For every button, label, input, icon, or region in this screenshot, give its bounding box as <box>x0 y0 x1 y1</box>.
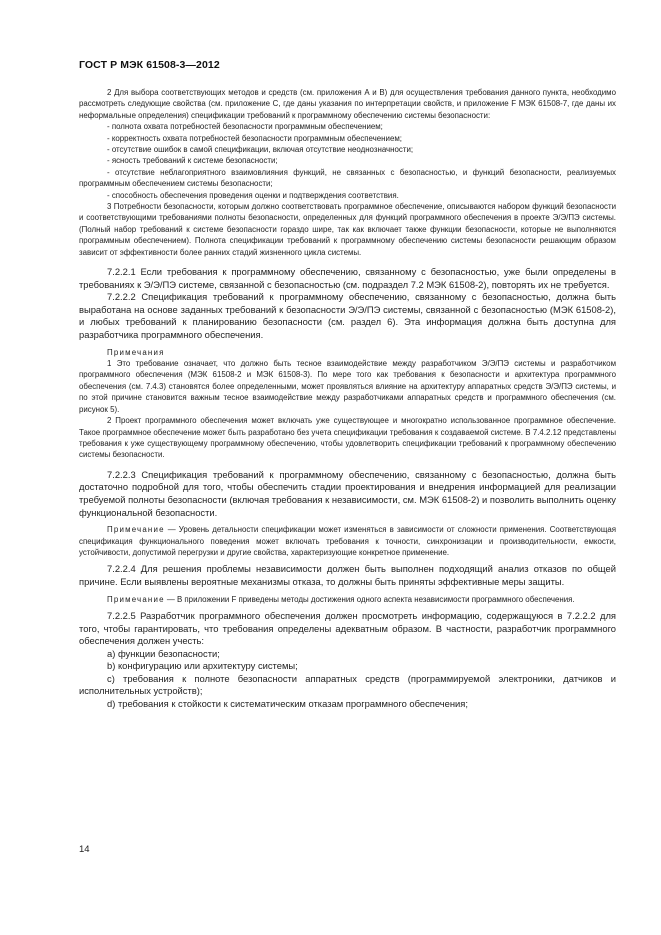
clause-7-2-2-1: 7.2.2.1 Если требования к программному обеспечению, связанному с безопасностью, уже были определены в требованиях к Э/Э/ПЭ системе, связанной с безопасностью (см. подраздел 7.2 МЭК 61508-2), повторять их не требуется. <box>79 266 616 290</box>
clause-7-2-2-5: 7.2.2.5 Разработчик программного обеспечения должен просмотреть информацию, содержащуюся в 7.2.2.2 для того, чтобы гарантировать, что требования определены адекватным образом. В частности, разработчик программного обеспечения должен учесть: <box>79 609 616 647</box>
clause-7-2-2-4-note <box>79 594 616 605</box>
clause-7-2-2-3: 7.2.2.3 Спецификация требований к программному обеспечению, связанному с безопасностью, должна быть достаточно подробной для того, чтобы обеспечить стадии проектирования и внедрения информацией для реализации требуемой полноты безопасности (включая требования к независимости, см. МЭК 61508-2) и позволить выполнить оценку функциональной безопасности. <box>79 468 616 518</box>
bullet-item: - полнота охвата потребностей безопасности программным обеспечением; <box>107 122 383 132</box>
list-item-c: c) требования к полноте безопасности аппаратных средств (программируемой электроники, датчиков и исполнительных устройств); <box>79 672 616 697</box>
note-label: Примечание <box>107 594 165 604</box>
clause-7-2-2-3-note <box>79 524 616 558</box>
note-1: 1 Это требование означает, что должно быть тесное взаимодействие между разработчиком Э/Э/ПЭ системы и разработчиком программного обеспечения (МЭК 61508-2 и МЭК 61508-3). По мере того как требования к безопасности и архитектура программного обеспечения (см. 7.4.3) становятся более определенными, может проявляться влияние на архитектуру аппаратных средств Э/Э/ПЭ системы, и по этой причине становится важным тесное взаимодействие между разработчиками аппаратных средств и программного обеспечения (см. рисунок 5). <box>79 359 616 414</box>
page-body <box>79 87 616 711</box>
note-2: 2 Проект программного обеспечения может включать уже существующее и многократно использованное программное обеспечение. Такое программное обеспечение может быть разработано без учета спецификации требования к создаваемой системе. В 7.4.2.12 представлены требования к уже существующему программному обеспечению, чтобы удовлетворить спецификации требований к программному обеспечению системы безопасности. <box>79 416 616 460</box>
bullet-item: - корректность охвата потребностей безопасности программным обеспечением; <box>107 133 402 143</box>
note-text: — Уровень детальности спецификации может изменяться в зависимости от сложности применения. Соответствующая спецификация функционального поведения может включать требования к точности, синхронизации и производительности, емкости, устойчивости, допустимой перегрузки и другие свойства, характеризующие конкретное применение. <box>79 525 616 557</box>
list-item-b: b) конфигурацию или архитектуру системы; <box>107 660 298 672</box>
note-2-paragraph: 2 Для выбора соответствующих методов и средств (см. приложения А и В) для осуществления требования данного пункта, необходимо рассмотреть следующие свойства (см. приложение С, где даны указания по интерпретации свойств, и приложение F МЭК 61508-7, где даны их неформальные определения) спецификации требований к программному обеспечению системы безопасности: <box>79 88 616 120</box>
bullet-item: - отсутствие неблагоприятного взаимовлияния функций, не связанных с безопасностью, и функций безопасности, реализуемых программным обеспечением системы безопасности; <box>79 167 616 189</box>
bullet-item: - ясность требований к системе безопасности; <box>107 156 278 166</box>
page-number: 14 <box>79 844 90 855</box>
list-item-a: a) функции безопасности; <box>107 647 220 659</box>
page-header-title: ГОСТ Р МЭК 61508-3—2012 <box>79 59 220 71</box>
notes-heading: Примечания <box>107 347 165 357</box>
note-label: Примечание <box>107 525 165 535</box>
list-item-d: d) требования к стойкости к систематическим отказам программного обеспечения; <box>107 698 468 710</box>
note-3-paragraph: 3 Потребности безопасности, которым должно соответствовать программное обеспечение, описываются набором функций безопасности и соответствующими требованиями полноты безопасности, определенных для функций программного обеспечения в проекте Э/Э/ПЭ системы. (Полный набор требований к системе безопасности гораздо шире, так как включает также функции безопасности, которые не выполняются программным обеспечением). Полнота спецификации требований к программному обеспечению системы безопасности решающим образом зависит от эффективности более ранних стадий жизненного цикла системы. <box>79 202 616 257</box>
note-text: — В приложении F приведены методы достижения одного аспекта независимости программного обеспечения. <box>164 594 575 604</box>
clause-7-2-2-4: 7.2.2.4 Для решения проблемы независимости должен быть выполнен подходящий анализ отказов по общей причине. Если выявлены вероятные механизмы отказа, то должны быть приняты эффективные меры защиты. <box>79 563 616 587</box>
bullet-item: - отсутствие ошибок в самой спецификации, включая отсутствие неоднозначности; <box>107 145 414 155</box>
clause-7-2-2-2: 7.2.2.2 Спецификация требований к программному обеспечению, связанному с безопасностью, должна быть выработана на основе заданных требований к безопасности Э/Э/ПЭ системы, связанной с безопасностью (МЭК 61508-2), и любых требований к планированию безопасности (см. раздел 6). Эта информация должна быть доступна для разработчика программного обеспечения. <box>79 291 616 341</box>
bullet-item: - способность обеспечения проведения оценки и подтверждения соответствия. <box>107 190 399 200</box>
